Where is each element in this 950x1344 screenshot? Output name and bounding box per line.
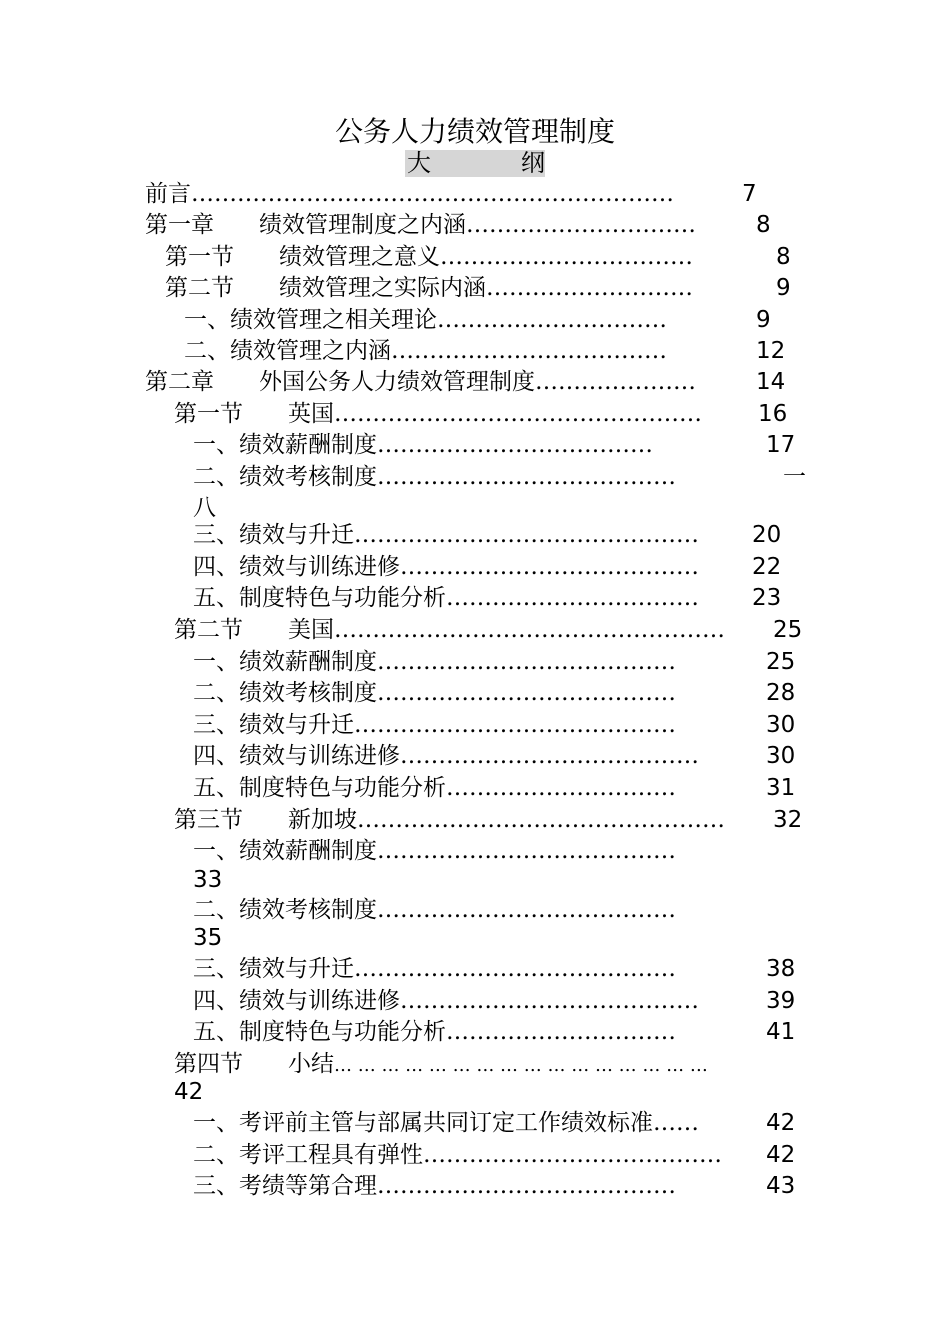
toc-label: 四、 bbox=[193, 554, 239, 580]
toc-title: 绩效薪酬制度 bbox=[239, 649, 377, 675]
toc-title: 绩效与升迁 bbox=[239, 522, 354, 548]
toc-entry[interactable] bbox=[193, 710, 676, 741]
toc-title: 小结 bbox=[288, 1051, 334, 1077]
toc-leader-dots: ………………………………………… bbox=[357, 807, 725, 833]
toc-label: 二、 bbox=[193, 897, 239, 923]
toc-title: 绩效与训练进修 bbox=[239, 554, 400, 580]
toc-label: 五、 bbox=[193, 1019, 239, 1045]
toc-label: 一、 bbox=[193, 432, 239, 458]
toc-leader-dots: ………………………… bbox=[446, 1019, 676, 1045]
toc-page-number: 9 bbox=[776, 275, 791, 301]
toc-page-number: 30 bbox=[766, 712, 796, 738]
toc-entry[interactable] bbox=[184, 305, 667, 336]
toc-label: 五、 bbox=[193, 585, 239, 611]
toc-page-number: 32 bbox=[773, 807, 803, 833]
toc-title: 绩效考核制度 bbox=[239, 680, 377, 706]
toc-page-number: 43 bbox=[766, 1173, 796, 1199]
toc-label: 第一节 bbox=[165, 244, 234, 270]
toc-leader-dots: ………………… bbox=[535, 369, 696, 395]
toc-entry[interactable] bbox=[193, 773, 676, 804]
toc-entry[interactable] bbox=[174, 805, 725, 836]
toc-page-number: 17 bbox=[766, 432, 796, 458]
toc-leader-dots: ………………………… bbox=[437, 307, 667, 333]
toc-entry[interactable] bbox=[193, 836, 676, 867]
toc-entry[interactable] bbox=[193, 1171, 676, 1202]
toc-title: 美国 bbox=[288, 617, 334, 643]
toc-entry[interactable] bbox=[193, 1140, 722, 1171]
toc-leader-dots: …………………………………… bbox=[354, 712, 676, 738]
toc-leader-dots: ……………………………… bbox=[391, 338, 667, 364]
toc-page-number: 22 bbox=[752, 554, 782, 580]
toc-entry[interactable] bbox=[193, 1108, 699, 1139]
toc-label: 第一章 bbox=[145, 212, 214, 238]
toc-page-number: 35 bbox=[193, 925, 223, 951]
toc-label: 第三节 bbox=[174, 807, 243, 833]
toc-page-number: 42 bbox=[174, 1079, 204, 1105]
toc-entry[interactable] bbox=[165, 273, 693, 304]
toc-page-number: 一八 bbox=[193, 464, 806, 521]
toc-label: 一、 bbox=[193, 649, 239, 675]
toc-leader-dots: ………………………………… bbox=[377, 464, 676, 490]
toc-label: 四、 bbox=[193, 743, 239, 769]
toc-entry[interactable] bbox=[145, 179, 674, 210]
toc-page-number: 14 bbox=[756, 369, 786, 395]
toc-label: 二、 bbox=[193, 464, 239, 490]
toc-entry[interactable] bbox=[193, 741, 699, 772]
toc-leader-dots: …………………………………… bbox=[354, 956, 676, 982]
toc-leader-dots: ………………………… bbox=[466, 212, 696, 238]
toc-page-number: 28 bbox=[766, 680, 796, 706]
toc-title: 考绩等第合理 bbox=[239, 1173, 377, 1199]
toc-title: 绩效管理之内涵 bbox=[230, 338, 391, 364]
toc-entry[interactable] bbox=[193, 954, 676, 985]
document-title: 公务人力绩效管理制度 bbox=[334, 115, 615, 148]
toc-entry[interactable] bbox=[193, 647, 676, 678]
toc-page-number: 25 bbox=[773, 617, 803, 643]
toc-title: 制度特色与功能分析 bbox=[239, 1019, 446, 1045]
toc-entry[interactable] bbox=[145, 210, 696, 241]
toc-page-number: 23 bbox=[752, 585, 782, 611]
toc-label: 二、 bbox=[193, 680, 239, 706]
toc-title: 绩效与训练进修 bbox=[239, 988, 400, 1014]
toc-entry[interactable] bbox=[193, 986, 699, 1017]
toc-page-number: 12 bbox=[756, 338, 786, 364]
toc-leader-dots: ………………………………… bbox=[377, 680, 676, 706]
toc-page-number: 41 bbox=[766, 1019, 796, 1045]
toc-leader-dots: …………………………… bbox=[440, 244, 693, 270]
toc-page-number: 9 bbox=[756, 307, 771, 333]
toc-leader-dots: ……………………… bbox=[486, 275, 693, 301]
toc-page-number: 38 bbox=[766, 956, 796, 982]
toc-leader-dots: ………………………………… bbox=[400, 554, 699, 580]
toc-title: 绩效管理之相关理论 bbox=[230, 307, 437, 333]
toc-label: 一、 bbox=[184, 307, 230, 333]
toc-leader-dots: …… bbox=[653, 1110, 699, 1136]
toc-title: 绩效考核制度 bbox=[239, 897, 377, 923]
toc-entry[interactable] bbox=[174, 1049, 708, 1081]
toc-leader-dots: … … … … … … … … … … … … … … … … bbox=[334, 1055, 708, 1076]
toc-page-number: 33 bbox=[193, 867, 223, 893]
toc-leader-dots: ………………………………… bbox=[377, 1173, 676, 1199]
toc-label: 一、 bbox=[193, 1110, 239, 1136]
toc-entry[interactable] bbox=[193, 1017, 676, 1048]
subtitle-left-char: 大 bbox=[407, 149, 431, 177]
toc-page-number: 30 bbox=[766, 743, 796, 769]
toc-leader-dots: ……………………………………………………… bbox=[191, 181, 674, 207]
toc-label: 第四节 bbox=[174, 1051, 243, 1077]
toc-label: 二、 bbox=[193, 1142, 239, 1168]
toc-entry[interactable] bbox=[193, 895, 676, 926]
toc-entry[interactable] bbox=[193, 520, 699, 551]
toc-leader-dots: ………………………………… bbox=[377, 649, 676, 675]
toc-label: 第二节 bbox=[174, 617, 243, 643]
toc-title: 绩效管理之实际内涵 bbox=[279, 275, 486, 301]
toc-entry[interactable] bbox=[145, 367, 696, 398]
toc-page-number: 42 bbox=[766, 1142, 796, 1168]
toc-title: 绩效薪酬制度 bbox=[239, 838, 377, 864]
toc-title: 绩效薪酬制度 bbox=[239, 432, 377, 458]
toc-title: 考评前主管与部属共同订定工作绩效标准 bbox=[239, 1110, 653, 1136]
toc-leader-dots: ………………………………… bbox=[377, 897, 676, 923]
toc-label: 四、 bbox=[193, 988, 239, 1014]
toc-title: 新加坡 bbox=[288, 807, 357, 833]
toc-leader-dots: ………………………………… bbox=[423, 1142, 722, 1168]
toc-leader-dots: ………………………………………… bbox=[334, 401, 702, 427]
toc-title: 绩效与升迁 bbox=[239, 956, 354, 982]
toc-label: 第一节 bbox=[174, 401, 243, 427]
toc-title: 考评工程具有弹性 bbox=[239, 1142, 423, 1168]
toc-entry[interactable] bbox=[165, 242, 693, 273]
toc-label: 五、 bbox=[193, 775, 239, 801]
toc-title: 绩效与升迁 bbox=[239, 712, 354, 738]
toc-page-number: 8 bbox=[776, 244, 791, 270]
toc-leader-dots: ………………………… bbox=[446, 775, 676, 801]
toc-label: 第二章 bbox=[145, 369, 214, 395]
toc-title: 绩效与训练进修 bbox=[239, 743, 400, 769]
toc-label: 前言 bbox=[145, 181, 191, 207]
toc-label: 一、 bbox=[193, 838, 239, 864]
toc-title: 制度特色与功能分析 bbox=[239, 775, 446, 801]
toc-label: 三、 bbox=[193, 712, 239, 738]
toc-leader-dots: ………………………………… bbox=[400, 743, 699, 769]
toc-page-number: 31 bbox=[766, 775, 796, 801]
toc-entry[interactable] bbox=[174, 615, 725, 646]
toc-leader-dots: ………………………………… bbox=[400, 988, 699, 1014]
toc-entry[interactable] bbox=[193, 678, 676, 709]
toc-entry[interactable] bbox=[193, 430, 653, 461]
toc-label: 三、 bbox=[193, 1173, 239, 1199]
toc-label: 三、 bbox=[193, 522, 239, 548]
toc-entry[interactable] bbox=[174, 399, 702, 430]
toc-label: 三、 bbox=[193, 956, 239, 982]
toc-label: 二、 bbox=[184, 338, 230, 364]
toc-label: 第二节 bbox=[165, 275, 234, 301]
toc-title: 绩效考核制度 bbox=[239, 464, 377, 490]
toc-title: 外国公务人力绩效管理制度 bbox=[259, 369, 535, 395]
toc-leader-dots: ……………………………… bbox=[377, 432, 653, 458]
toc-page-number: 42 bbox=[766, 1110, 796, 1136]
toc-entry[interactable] bbox=[193, 583, 699, 614]
toc-page-number: 8 bbox=[756, 212, 771, 238]
toc-leader-dots: …………………………………………… bbox=[334, 617, 725, 643]
toc-title: 绩效管理之意义 bbox=[279, 244, 440, 270]
toc-entry[interactable] bbox=[193, 552, 699, 583]
toc-page-number: 20 bbox=[752, 522, 782, 548]
toc-entry[interactable] bbox=[184, 336, 667, 367]
toc-title: 制度特色与功能分析 bbox=[239, 585, 446, 611]
subtitle-right-char: 纲 bbox=[521, 149, 545, 177]
toc-title: 绩效管理制度之内涵 bbox=[259, 212, 466, 238]
toc-page-number: 7 bbox=[742, 181, 757, 207]
toc-page-number: 39 bbox=[766, 988, 796, 1014]
toc-title: 英国 bbox=[288, 401, 334, 427]
toc-page-number: 25 bbox=[766, 649, 796, 675]
toc-leader-dots: ……………………………………… bbox=[354, 522, 699, 548]
toc-leader-dots: …………………………… bbox=[446, 585, 699, 611]
toc-leader-dots: ………………………………… bbox=[377, 838, 676, 864]
toc-page-number: 16 bbox=[758, 401, 788, 427]
